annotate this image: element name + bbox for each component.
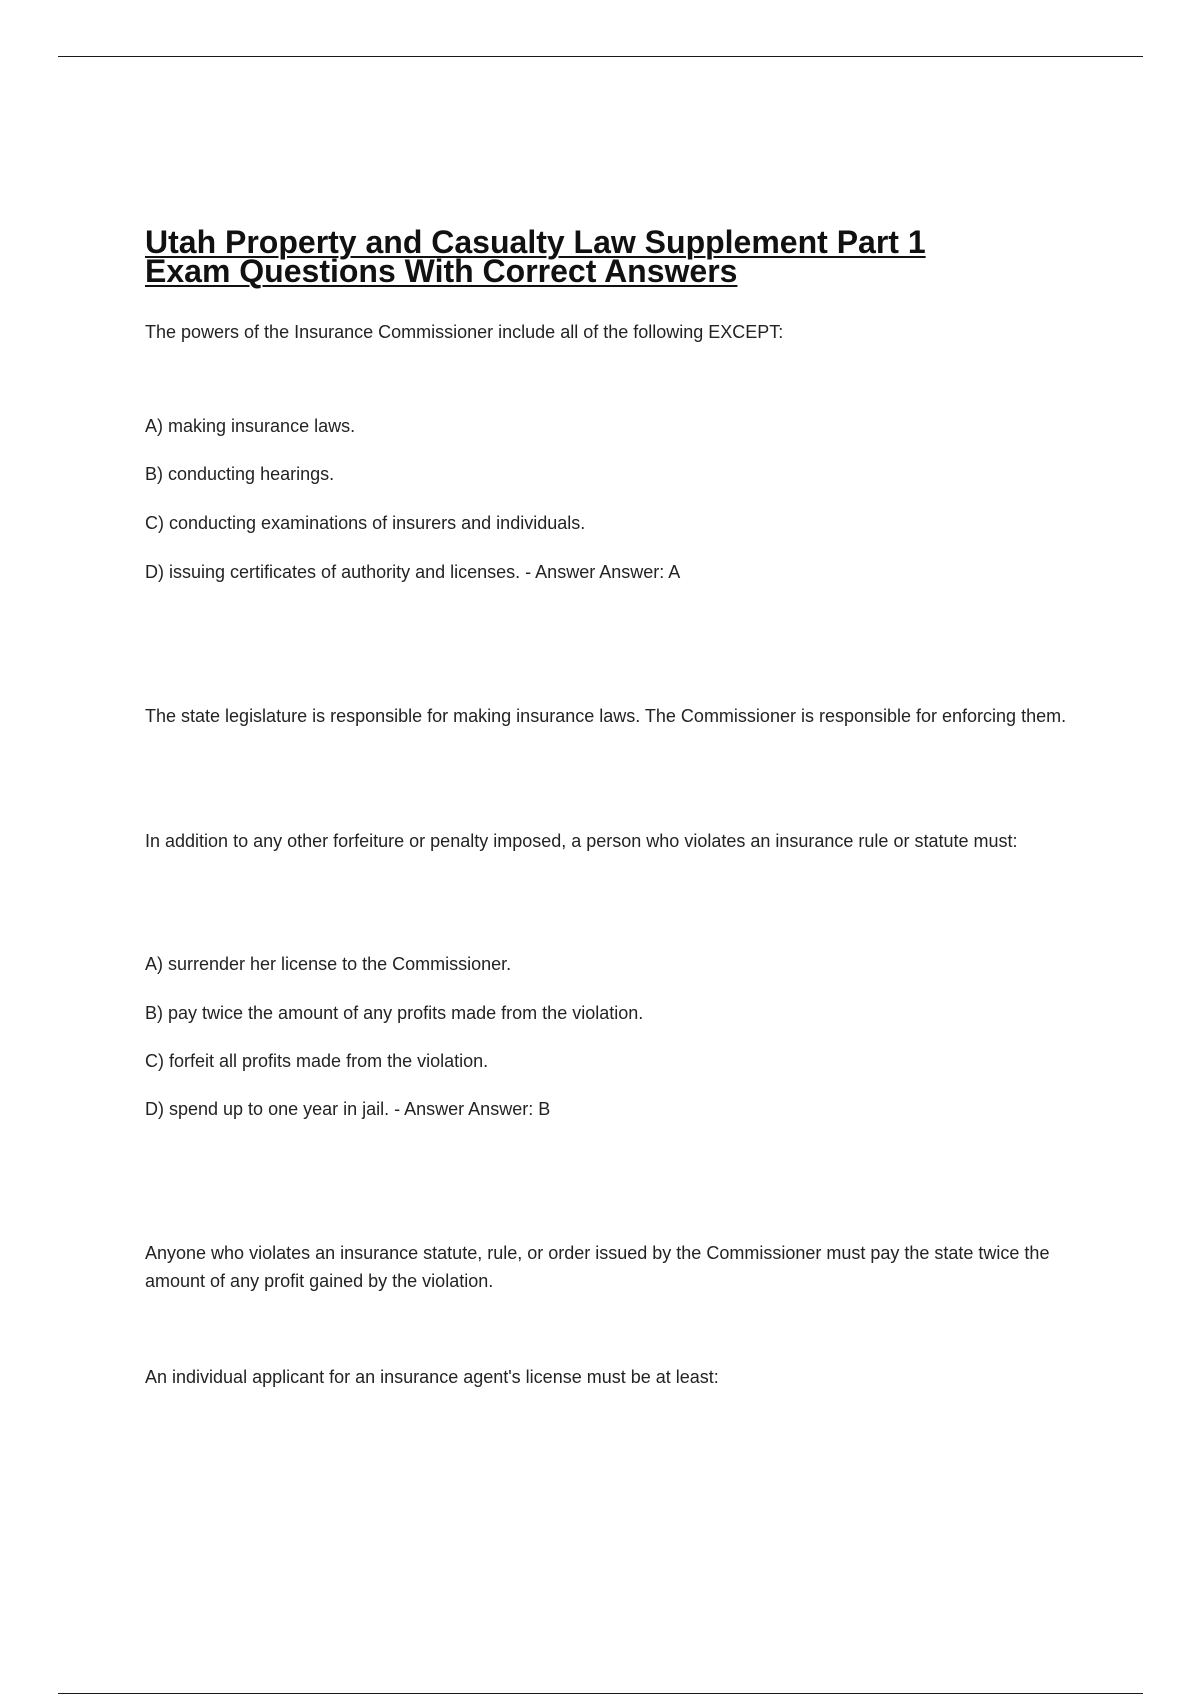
- question-3-text: An individual applicant for an insurance agent's license must be at least:: [145, 1367, 719, 1387]
- document-title: [145, 224, 1075, 289]
- question-1-option-d-answer: D) issuing certificates of authority and licenses. - Answer Answer: A: [145, 562, 681, 582]
- title-line-2: Exam Questions With Correct Answers: [145, 253, 738, 289]
- question-2-option-c: C) forfeit all profits made from the violation.: [145, 1051, 489, 1071]
- question-2-text: In addition to any other forfeiture or penalty imposed, a person who violates an insurance rule or statute must:: [145, 831, 1018, 851]
- question-1-explanation: The state legislature is responsible for making insurance laws. The Commissioner is responsible for enforcing them.: [145, 706, 1067, 726]
- question-1-option-c: C) conducting examinations of insurers and individuals.: [145, 513, 586, 533]
- question-2-option-b: B) pay twice the amount of any profits made from the violation.: [145, 1003, 644, 1023]
- question-2-option-a: A) surrender her license to the Commissioner.: [145, 954, 512, 974]
- question-1-option-a: A) making insurance laws.: [145, 416, 356, 436]
- header-rule: [58, 56, 1143, 57]
- question-1-option-b: B) conducting hearings.: [145, 464, 335, 484]
- question-2-explanation: Anyone who violates an insurance statute, rule, or order issued by the Commissioner must pay the state twice the amount of any profit gained by the violation.: [145, 1243, 1050, 1291]
- footer-rule: [58, 1693, 1143, 1694]
- title-line-1: Utah Property and Casualty Law Supplement Part 1: [145, 224, 926, 260]
- question-1-text: The powers of the Insurance Commissioner include all of the following EXCEPT:: [145, 322, 784, 342]
- question-2-option-d-answer: D) spend up to one year in jail. - Answer Answer: B: [145, 1099, 551, 1119]
